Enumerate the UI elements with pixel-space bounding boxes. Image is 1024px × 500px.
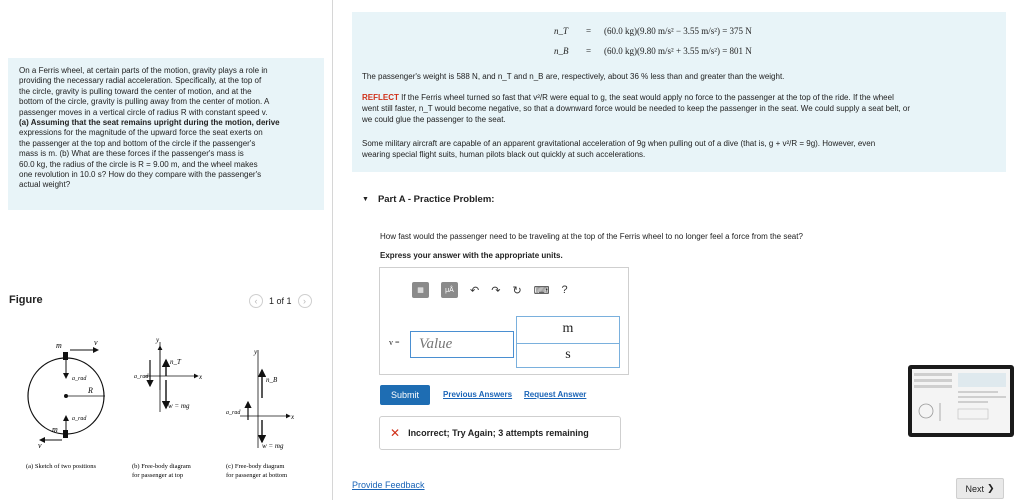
figure-label-w: w = mg (262, 442, 284, 450)
variable-label: v = (389, 338, 400, 347)
figure-label-m: m (52, 425, 58, 434)
next-label: Next (965, 483, 984, 494)
figure-pager (249, 294, 312, 308)
figure-label-x: x (291, 413, 295, 421)
help-icon[interactable]: ? (561, 284, 568, 296)
caption-b: (b) Free-body diagram (132, 463, 191, 470)
reflect-line: went still faster, n_T would become negative, so that a downward force would be needed to keep the passenger in the seat. We could supply a seat belt, or (362, 104, 911, 113)
eq2-rhs: (60.0 kg)(9.80 m/s² + 3.55 m/s²) = 801 N (604, 46, 752, 56)
eq1-sign: = (586, 26, 592, 36)
position-sketch (28, 338, 105, 450)
figure-label-v: v (38, 441, 42, 450)
answer-entry-panel (379, 267, 629, 375)
figure-label-arad: a_rad (134, 374, 149, 380)
eq1-rhs: (60.0 kg)(9.80 m/s² − 3.55 m/s²) = 375 N (604, 26, 752, 36)
submit-button[interactable]: Submit (380, 385, 430, 405)
figure-label-y: y (254, 348, 258, 356)
problem-line: 60.0 kg, the radius of the circle is R = 9.00 m, and the wheel makes (19, 159, 258, 169)
problem-line: actual weight? (19, 180, 71, 190)
eq1-lhs: n_T (554, 26, 569, 36)
problem-line: bottom of the circle, gravity is pulling away from the center of motion. A (19, 97, 270, 107)
problem-line: mass is m. (b) What are these forces if the passenger's mass is (19, 149, 244, 159)
reflect-line: we could glue the passenger to the seat. (362, 115, 506, 124)
chevron-right-icon: ❯ (986, 483, 995, 493)
units-button[interactable]: μÅ (441, 282, 458, 298)
solution-panel (334, 0, 1024, 500)
figure-title: Figure (9, 294, 43, 306)
next-figure-button[interactable]: › (298, 294, 312, 308)
problem-line: the passenger at the top and bottom of the circle if the passenger's (19, 138, 256, 148)
figure-label-v: v (94, 338, 98, 347)
prev-figure-button[interactable]: ‹ (249, 294, 263, 308)
unit-denominator: s (565, 347, 571, 362)
value-input[interactable] (410, 331, 514, 358)
redo-icon[interactable]: ↷ (491, 284, 501, 297)
math-toolbar (412, 282, 568, 298)
provide-feedback-link[interactable]: Provide Feedback (352, 480, 425, 490)
answer-feedback (379, 416, 621, 450)
caption-b: for passenger at top (132, 472, 184, 479)
figure-page-count: 1 of 1 (269, 296, 292, 306)
part-a-title: Part A - Practice Problem: (377, 194, 495, 205)
request-answer-link[interactable]: Request Answer (524, 390, 587, 399)
feedback-status: Incorrect; Try Again; 3 attempts remaining (408, 428, 589, 438)
problem-line: expressions for the magnitude of the upward force the seat exerts on (19, 128, 263, 138)
fraction-bar (517, 343, 619, 344)
figure-label-arad: a_rad (226, 410, 241, 416)
reset-icon[interactable]: ↻ (512, 284, 522, 297)
figure-label-arad: a_rad (72, 376, 87, 382)
part-a-header[interactable] (362, 194, 494, 205)
figure-label-m: m (56, 341, 62, 350)
problem-line: passenger moves in a vertical circle of radius R with constant speed v. (19, 107, 268, 117)
problem-line: (a) Assuming that the seat remains upright during the motion, derive (19, 118, 280, 128)
figure-label-y: y (156, 336, 160, 344)
military-note: wearing special flight suits, human pilots black out quickly at such accelerations. (362, 150, 646, 159)
unit-input[interactable] (516, 316, 620, 368)
caption-a: (a) Sketch of two positions (26, 463, 97, 470)
template-button[interactable]: ▦ (412, 282, 429, 298)
problem-line: providing the necessary radial acceleration. Specifically, at the top of (19, 76, 262, 86)
caption-c: for passenger at bottom (226, 472, 288, 479)
reflect-label: REFLECT (362, 93, 399, 102)
page-thumbnail-preview[interactable] (908, 365, 1014, 437)
thumbnail-content (912, 369, 1010, 433)
problem-panel (0, 0, 333, 500)
undo-icon[interactable]: ↶ (470, 284, 480, 297)
figure-label-nB: n_B (266, 376, 278, 384)
military-note: Some military aircraft are capable of an apparent gravitational acceleration of 9g when pulling out of a dive (that is, g + v²/R = 9g). However, even (362, 139, 876, 148)
next-button[interactable] (956, 478, 1004, 499)
figure-label-nT: n_T (170, 358, 181, 366)
figure-label-R: R (88, 386, 93, 395)
reflect-text: If the Ferris wheel turned so fast that v²/R were equal to g, the seat would apply no force to the passenger at the top of the ride. If the wheel (401, 93, 894, 102)
eq2-lhs: n_B (554, 46, 569, 56)
figure-label-w: w = mg (168, 402, 190, 410)
problem-line: one revolution in 10.0 s? How do they compare with the passenger's (19, 170, 262, 180)
worked-solution (352, 12, 1006, 172)
incorrect-x-icon: ✕ (390, 426, 401, 440)
figure-label-arad: a_rad (72, 416, 87, 422)
weight-comparison: The passenger's weight is 588 N, and n_T and n_B are, respectively, about 36 % less than and greater than the weight. (362, 72, 785, 81)
previous-answers-link[interactable]: Previous Answers (443, 390, 513, 399)
keyboard-icon[interactable]: ⌨ (533, 284, 550, 297)
problem-line: On a Ferris wheel, at certain parts of the motion, gravity plays a role in (19, 66, 268, 75)
part-a-instruction: Express your answer with the appropriate units. (380, 251, 563, 260)
eq2-sign: = (586, 46, 592, 56)
part-a-question: How fast would the passenger need to be traveling at the top of the Ferris wheel to no longer feel a force from the seat? (380, 232, 803, 241)
unit-numerator: m (562, 321, 574, 336)
reflect-line (362, 93, 894, 104)
fbd-top (134, 336, 203, 412)
problem-line: the circle, gravity is pulling toward the center of motion, and at the (19, 86, 252, 96)
caption-c: (c) Free-body diagram (226, 463, 285, 470)
ferris-wheel-figure (0, 330, 333, 500)
figure-label-x: x (199, 373, 203, 381)
collapse-caret-icon[interactable]: ▼ (362, 196, 369, 203)
problem-statement (8, 58, 324, 210)
fbd-bottom (226, 348, 295, 450)
